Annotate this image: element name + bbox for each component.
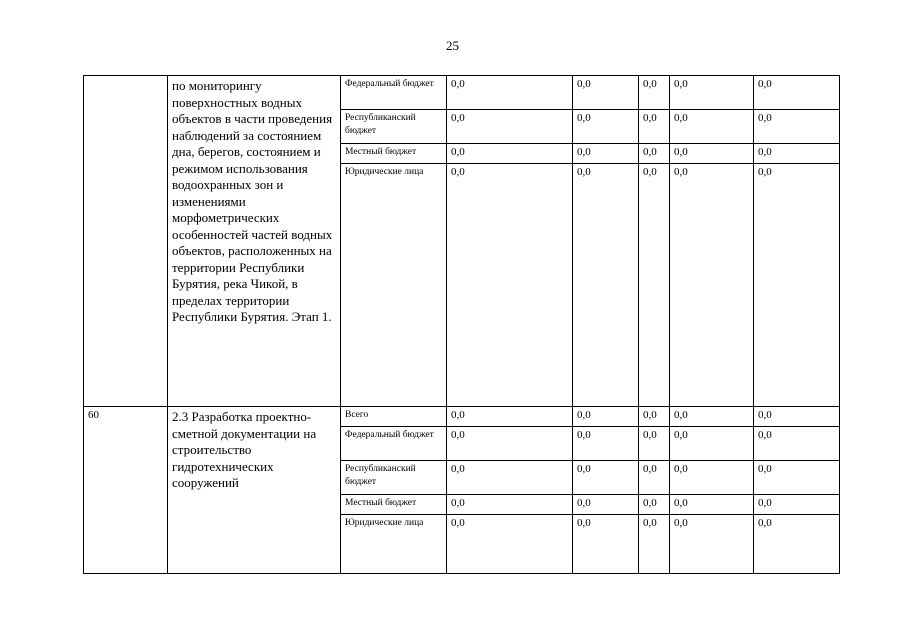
funding-source: Местный бюджет (341, 495, 447, 515)
value-cell: 0,0 (754, 427, 840, 461)
funding-source: Республиканский бюджет (341, 461, 447, 495)
value-cell: 0,0 (573, 427, 639, 461)
funding-source: Республиканский бюджет (341, 110, 447, 144)
value-cell: 0,0 (447, 461, 573, 495)
value-cell: 0,0 (639, 407, 670, 427)
value-cell: 0,0 (639, 144, 670, 164)
value-cell: 0,0 (639, 461, 670, 495)
value-cell: 0,0 (573, 164, 639, 407)
value-cell: 0,0 (447, 110, 573, 144)
row-description: 2.3 Разработка проектно-сметной документации на строительство гидротехнических сооружений (168, 407, 341, 574)
value-cell: 0,0 (670, 407, 754, 427)
value-cell: 0,0 (754, 495, 840, 515)
value-cell: 0,0 (670, 164, 754, 407)
funding-source: Местный бюджет (341, 144, 447, 164)
value-cell: 0,0 (754, 76, 840, 110)
row-number (84, 76, 168, 407)
table-row (84, 76, 840, 110)
value-cell: 0,0 (754, 144, 840, 164)
value-cell: 0,0 (639, 495, 670, 515)
value-cell: 0,0 (447, 407, 573, 427)
value-cell: 0,0 (639, 110, 670, 144)
value-cell: 0,0 (670, 144, 754, 164)
value-cell: 0,0 (573, 407, 639, 427)
value-cell: 0,0 (670, 76, 754, 110)
value-cell: 0,0 (639, 515, 670, 574)
value-cell: 0,0 (670, 110, 754, 144)
value-cell: 0,0 (639, 164, 670, 407)
value-cell: 0,0 (639, 76, 670, 110)
value-cell: 0,0 (754, 461, 840, 495)
value-cell: 0,0 (447, 76, 573, 110)
value-cell: 0,0 (670, 495, 754, 515)
value-cell: 0,0 (447, 144, 573, 164)
budget-table (83, 75, 840, 574)
value-cell: 0,0 (573, 495, 639, 515)
funding-source: Федеральный бюджет (341, 76, 447, 110)
value-cell: 0,0 (670, 515, 754, 574)
funding-source: Всего (341, 407, 447, 427)
value-cell: 0,0 (447, 164, 573, 407)
value-cell: 0,0 (573, 76, 639, 110)
value-cell: 0,0 (670, 427, 754, 461)
value-cell: 0,0 (447, 515, 573, 574)
value-cell: 0,0 (447, 495, 573, 515)
value-cell: 0,0 (573, 110, 639, 144)
funding-source: Юридические лица (341, 164, 447, 407)
value-cell: 0,0 (573, 461, 639, 495)
value-cell: 0,0 (639, 427, 670, 461)
value-cell: 0,0 (670, 461, 754, 495)
value-cell: 0,0 (447, 427, 573, 461)
row-number: 60 (84, 407, 168, 574)
row-description: по мониторингу поверхностных водных объектов в части проведения наблюдений за состоянием дна, берегов, состоянием и режимом использования водоохранных зон и изменениями морфометрических особенностей частей водных объектов, расположенных на территории Республики Бурятия, река Чикой, в пределах территории Республики Бурятия. Этап 1. (168, 76, 341, 407)
funding-source: Юридические лица (341, 515, 447, 574)
value-cell: 0,0 (754, 110, 840, 144)
value-cell: 0,0 (754, 164, 840, 407)
page-number: 25 (446, 38, 459, 53)
value-cell: 0,0 (573, 144, 639, 164)
table-row (84, 407, 840, 427)
value-cell: 0,0 (573, 515, 639, 574)
value-cell: 0,0 (754, 407, 840, 427)
value-cell: 0,0 (754, 515, 840, 574)
funding-source: Федеральный бюджет (341, 427, 447, 461)
